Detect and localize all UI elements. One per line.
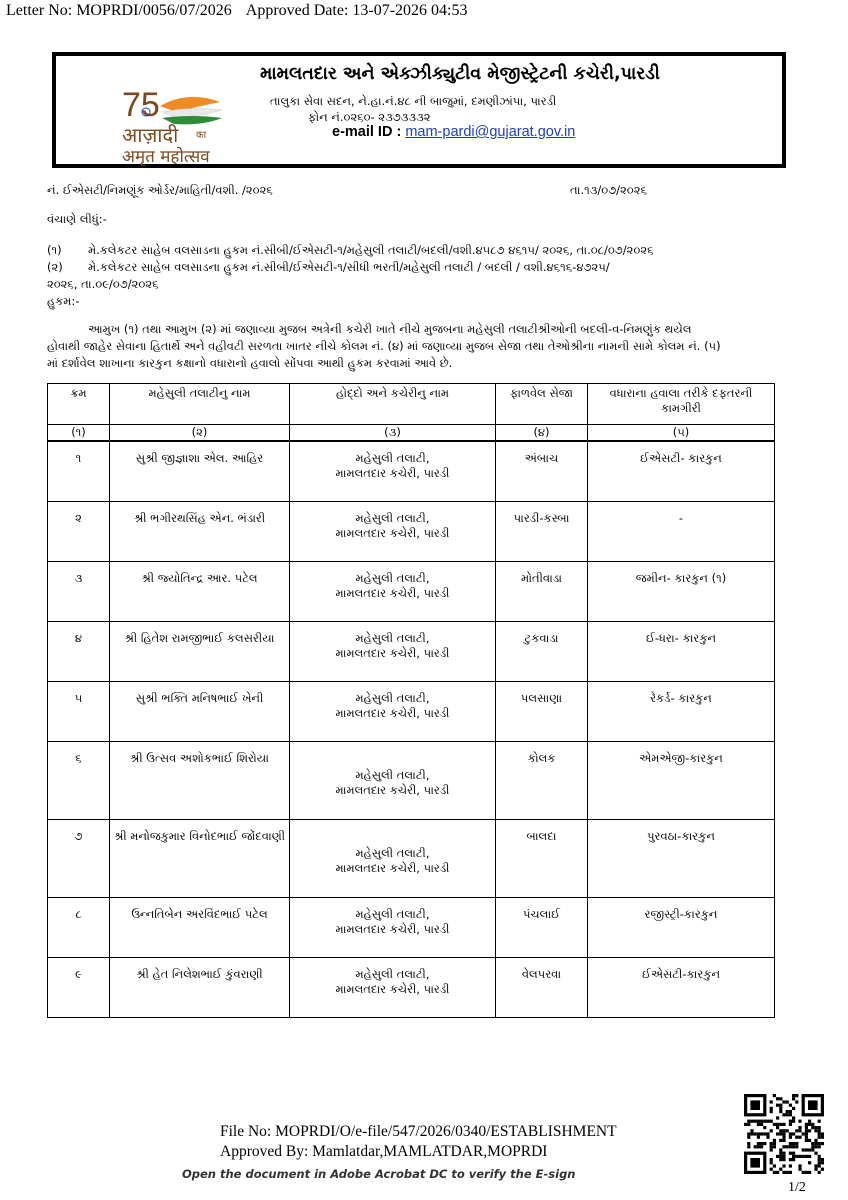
table-row: [48, 897, 775, 957]
table-row: [48, 501, 775, 561]
header-post-office: હોદ્દો અને કચેરીનુ નામ: [290, 384, 496, 425]
serial-cell: ૪: [48, 621, 110, 681]
logo-line-1: आज़ादी: [122, 123, 179, 147]
office-title: મામલતદાર અને એક્ઝીક્યુટીવ મેજીસ્ટ્રેટની કચેરી,પારડી: [260, 64, 660, 84]
post-cell: [290, 819, 496, 897]
table-row: [48, 441, 775, 501]
work-cell: એમએજી-કારકુન: [588, 741, 775, 819]
post-line-1: મહેસુલી તલાટી,: [355, 690, 430, 705]
seja-cell: કોલક: [496, 741, 588, 819]
post-line-1: મહેસુલી તલાટી,: [355, 845, 430, 860]
post-cell: [290, 621, 496, 681]
ref2-number: (૨): [47, 260, 63, 274]
post-cell: [290, 561, 496, 621]
post-cell: [290, 441, 496, 501]
post-cell: [290, 501, 496, 561]
serial-cell: ૯: [48, 957, 110, 1017]
post-line-2: મામલતદાર કચેરી, પારડી: [335, 860, 450, 875]
header-serial: ક્રમ: [48, 384, 110, 425]
name-cell: શ્રી જ્યોતિન્દ્ર આર. પટેલ: [110, 561, 290, 621]
name-cell: શ્રી હેત નિલેશભાઈ કુંવરાણી: [110, 957, 290, 1017]
email-label: e-mail ID :: [332, 124, 402, 140]
serial-cell: ૮: [48, 897, 110, 957]
post-line-2: મામલતદાર કચેરી, પારડી: [335, 921, 450, 936]
verify-note: Open the document in Adobe Acrobat DC to verify the E-sign: [182, 1167, 576, 1181]
office-phone: ફોન નં.૦૨૬૦- ૨૩૭૩૩૩૨: [308, 110, 431, 124]
work-cell: રજીસ્ટ્રી-કારકુન: [588, 897, 775, 957]
work-cell: રેકર્ડ- કારકુન: [588, 681, 775, 741]
e-file-footer: [182, 1122, 617, 1184]
post-line-2: મામલતદાર કચેરી, પારડી: [335, 585, 450, 600]
col-number: (૧): [48, 425, 110, 442]
post-line-1: મહેસુલી તલાટી,: [355, 906, 430, 921]
work-cell: ઈએસટી- કારકુન: [588, 441, 775, 501]
logo-number: 75: [122, 86, 160, 124]
approved-date: Approved Date: 13-07-2026 04:53: [245, 2, 468, 19]
header-seja: ફાળવેલ સેજા: [496, 384, 588, 425]
transfer-order-table: [47, 383, 775, 1018]
work-cell: -: [588, 501, 775, 561]
post-line-1: મહેસુલી તલાટી,: [355, 966, 430, 981]
header-name: મહેસુલી તલાટીનુ નામ: [110, 384, 290, 425]
serial-cell: ૧: [48, 441, 110, 501]
seja-cell: બાલદા: [496, 819, 588, 897]
ref2-text-2: ૨૦૨૬, તા.૦૯/૦૭/૨૦૨૬: [47, 277, 159, 291]
post-cell: [290, 957, 496, 1017]
seja-cell: ટુકવાડા: [496, 621, 588, 681]
work-cell: જમીન- કારકુન (૧): [588, 561, 775, 621]
office-header: [52, 52, 786, 168]
order-paragraph-line-3: માં દર્શાવેલ શાખાના કારકુન કક્ષાનો વધારાનો હવાલો સોંપવા આથી હુકમ કરવામાં આવે છે.: [47, 356, 453, 370]
table-row: [48, 681, 775, 741]
table-row: [48, 957, 775, 1017]
logo-line-2: अमृत महोत्सव: [122, 147, 210, 166]
qr-code-icon: [744, 1094, 824, 1174]
work-cell: પુરવઠા-કારકુન: [588, 819, 775, 897]
ref1-text: મે.કલેકટર સાહેબ વલસાડના હુકમ નં.સીબી/ઈએસટી-૧/મહેસુલી તલાટી/બદલી/વશી.૪૫૮૭ ૪૬૧૫/ ૨૦૨૬, તા.૦૮/૦૭/૨૦૨૬: [88, 243, 654, 257]
post-line-2: મામલતદાર કચેરી, પારડી: [335, 645, 450, 660]
post-cell: [290, 741, 496, 819]
name-cell: શ્રી મનોજકુમાર વિનોદભાઈ જોંદવાણી: [110, 819, 290, 897]
post-line-1: મહેસુલી તલાટી,: [355, 767, 430, 782]
serial-cell: ૭: [48, 819, 110, 897]
post-line-2: મામલતદાર કચેરી, પારડી: [335, 525, 450, 540]
post-line-2: મામલતદાર કચેરી, પારડી: [335, 466, 450, 480]
email-link[interactable]: mam-pardi@gujarat.gov.in: [405, 124, 576, 140]
table-row: [48, 741, 775, 819]
table-header-row: [48, 384, 775, 425]
office-address: તાલુકા સેવા સદન, ને.હા.નં.૪૮ ની બાજુમાં, દમણીઝાંપા, પારડી: [270, 94, 557, 108]
letter-number: Letter No: MOPRDI/0056/07/2026: [6, 2, 232, 19]
work-cell: ઈએસટી-કારકુન: [588, 957, 775, 1017]
azadi-ka-amrit-mahotsav-logo: [118, 76, 278, 166]
serial-cell: ૫: [48, 681, 110, 741]
name-cell: શ્રી ઉત્સવ અશોકભાઈ શિરોયા: [110, 741, 290, 819]
ref1-number: (૧): [47, 243, 62, 257]
table-row: [48, 819, 775, 897]
serial-cell: ૬: [48, 741, 110, 819]
post-cell: [290, 897, 496, 957]
letter-meta: [6, 2, 468, 20]
reference-number: નં. ઈએસટી/નિમણૂંક ઓર્ડર/માહિતી/વશી. /૨૦૨૬: [47, 183, 273, 197]
column-number-row: [48, 425, 775, 442]
serial-cell: ૨: [48, 501, 110, 561]
order-paragraph-line-2: હોવાથી જાહેર સેવાના હિતાર્થે અને વહીવટી સરળતા ખાતર નીચે કોલમ નં. (૪) માં જણાવ્યા મુજબ સેજા તથા તેઓશ્રીના નામની સામે કોલમ નં. (૫): [47, 339, 721, 353]
name-cell: સુશ્રી ભક્તિ મનિષભાઈ ખેની: [110, 681, 290, 741]
post-line-1: મહેસુલી તલાટી,: [355, 570, 430, 585]
page-number: 1/2: [788, 1180, 806, 1195]
col-number: (૩): [290, 425, 496, 442]
col-number: (૨): [110, 425, 290, 442]
name-cell: શ્રી ભગીરથસિંહ એન. ભંડારી: [110, 501, 290, 561]
order-paragraph-line-1: આમુખ (૧) તથા આમુખ (૨) માં જણાવ્યા મુજબ અત્રેની કચેરી ખાતે નીચે મુજબના મહેસુલી તલાટીશ્રીઓની બદલી-વ-નિમણુંક થયેલ: [88, 322, 692, 336]
read-label: વંચાણે લીધું:-: [47, 212, 107, 226]
post-cell: [290, 681, 496, 741]
approved-by: Approved By: Mamlatdar,MAMLATDAR,MOPRDI: [220, 1143, 548, 1160]
post-line-1: મહેસુલી તલાટી,: [355, 451, 430, 465]
name-cell: શ્રી હિતેશ રામજીભાઈ કલસરીયા: [110, 621, 290, 681]
post-line-2: મામલતદાર કચેરી, પારડી: [335, 782, 450, 797]
col-number: (૪): [496, 425, 588, 442]
order-date: તા.૧૩/૦૭/૨૦૨૬: [570, 183, 647, 197]
seja-cell: અંબાચ: [496, 441, 588, 501]
post-line-2: મામલતદાર કચેરી, પારડી: [335, 981, 450, 996]
post-line-1: મહેસુલી તલાટી,: [355, 510, 430, 525]
logo-line-1b: का: [196, 130, 207, 141]
order-label: હુકમ:-: [47, 294, 80, 308]
col-number: (૫): [588, 425, 775, 442]
post-line-2: મામલતદાર કચેરી, પારડી: [335, 705, 450, 720]
seja-cell: પારડી-કસ્બા: [496, 501, 588, 561]
work-cell: ઈ-ધરા- કારકુન: [588, 621, 775, 681]
header-additional-charge: વધારાના હવાલા તરીકે દફતરની કામગીરી: [588, 384, 775, 425]
seja-cell: મોતીવાડા: [496, 561, 588, 621]
table-row: [48, 621, 775, 681]
email-line: [332, 124, 575, 140]
ref2-text-1: મે.કલેકટર સાહેબ વલસાડના હુકમ નં.સીબી/ઈએસટી-૧/સીધી ભરતી/મહેસુલી તલાટી / બદલી / વશી.૪૬૧૬-૪૭૨૫/: [88, 260, 610, 274]
seja-cell: પંચલાઈ: [496, 897, 588, 957]
file-number: File No: MOPRDI/O/e-file/547/2026/0340/ESTABLISHMENT: [220, 1123, 617, 1140]
table-row: [48, 561, 775, 621]
seja-cell: પલસાણા: [496, 681, 588, 741]
seja-cell: વેલપરવા: [496, 957, 588, 1017]
name-cell: સુશ્રી જીજ્ઞાશા એલ. આહિર: [110, 441, 290, 501]
serial-cell: ૩: [48, 561, 110, 621]
name-cell: ઉન્નતિબેન અરવિંદભાઈ પટેલ: [110, 897, 290, 957]
post-line-1: મહેસુલી તલાટી,: [355, 630, 430, 645]
